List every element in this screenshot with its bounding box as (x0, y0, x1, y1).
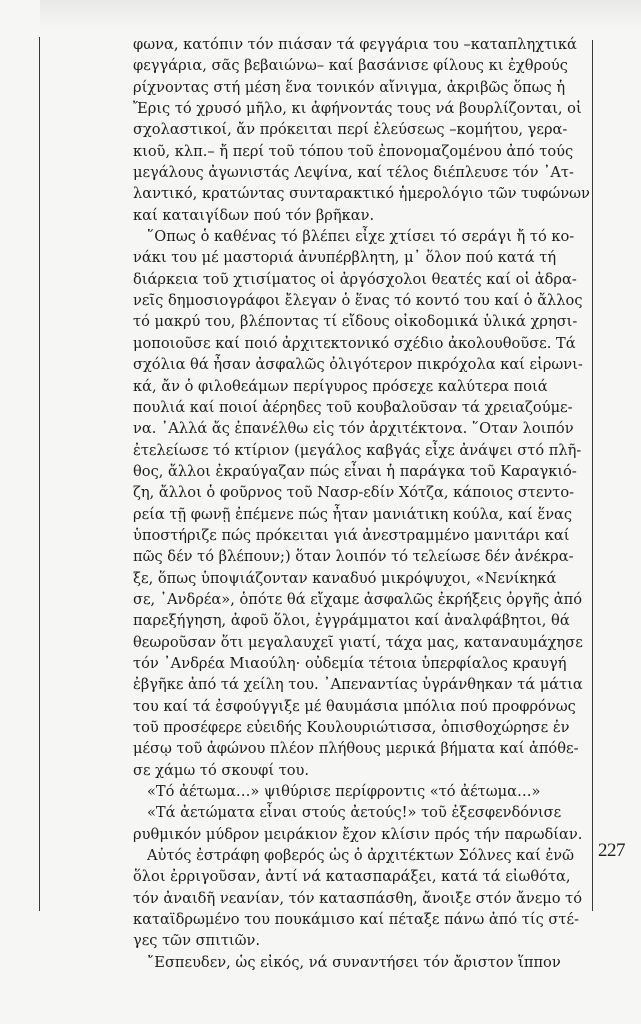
text-line: ὑποστήριζε πώς πρόκειται γιά ἀνεστραμμένο μανιτάρι καί (133, 526, 570, 544)
text-line: «Τό ἀέτωμα…» ψιθύρισε περίφροντις «τό ἀέτωμα…» (147, 783, 541, 801)
text-line: φωνα, κατόπιν τόν πιάσαν τά φεγγάρια του –καταπληχτικά (133, 36, 577, 53)
text-line: ρεία τῇ φωνῇ ἐπέμενε πώς ἦταν μανιάτικη κούλα, καί ἕνας (133, 505, 573, 523)
text-line: λαντικό, κρατώντας συνταρακτικό ἡμερολόγιο τῶν τυφώνων (133, 185, 590, 203)
text-line: θεωροῦσαν ὅτι μεγαλαυχεῖ γιατί, τάχα μας, καταναυμάχησε (133, 633, 583, 651)
text-line: σχολαστικοί, ἄν πρόκειται περί ἐλεύσεως –κομήτου, γερα- (133, 121, 568, 139)
text-line: τόν ἀναιδῆ νεανίαν, τόν κατασπάσθη, ἄνοιξε στόν ἄνεμο τό (133, 889, 583, 907)
text-line: μεγάλους ἀγωνιστάς Λεψίνα, καί τέλος διέπλευσε τόν ᾿Ατ- (133, 164, 574, 182)
text-line: κά, ἄν ὁ φιλοθεάμων περίγυρος πρόσεχε καλύτερα ποιά (133, 377, 548, 395)
text-line: να. ᾿Αλλά ἄς ἐπανέλθω εἰς τόν ἀρχιτέκτονα. ῞Οταν λοιπόν (133, 420, 574, 438)
scan-shadow (40, 0, 641, 30)
text-line: νεῖς δημοσιογράφοι ἔλεγαν ὁ ἕνας τό κοντό του καί ὁ ἄλλος (133, 292, 583, 310)
text-line: ρίχνοντας στή μέση ἕνα τονικόν αἴνιγμα, ἀκριβῶς ὅπως ἡ (133, 78, 566, 96)
text-line: ἐτελείωσε τό κτίριον (μεγάλος καβγάς εἶχε ἀνάψει στό πλῆ- (133, 441, 582, 459)
text-line: σχόλια θά ἦσαν ἀσφαλῶς ὀλιγότερον πικρόχολα καί εἰρωνι- (133, 356, 583, 374)
right-margin-rule (592, 40, 593, 911)
text-line: Αὐτός ἐστράφη φοβερός ὡς ὁ ἀρχιτέκτων Σόλνες καί ἐνῶ (147, 847, 575, 865)
page-number: 227 (598, 840, 625, 861)
text-line: μοποιοῦσε καί ποιό ἀρχιτεκτονικό σχέδιο ἀκολουθοῦσε. Τά (133, 334, 576, 352)
text-line: ῎Εσπευδεν, ὡς εἰκός, νά συναντήσει τόν ἄριστον ἵππον (147, 953, 561, 971)
text-line: ξε, ὅπως ὑποψιάζονταν καναδυό μικρόψυχοι, «Νενίκηκά (133, 569, 557, 587)
text-line: διάρκεια τοῦ χτισίματος οἱ ἀργόσχολοι θεατές καί οἱ ἀδρα- (133, 270, 577, 288)
text-line: καταϊδρωμένο του πουκάμισο καί πέταξε πάνω ἀπό τίς στέ- (133, 911, 579, 929)
text-line: ρυθμικόν μύδρον μειράκιον ἔχον κλίσιν πρός τήν παρωδίαν. (133, 825, 583, 843)
text-line: «Τά ἀετώματα εἶναι στούς ἀετούς!» τοῦ ἐξεσφενδόνισε (147, 804, 562, 822)
text-line: ἐβγῆκε ἀπό τά χείλη του. ᾿Απεναντίας ὑγράνθηκαν τά μάτια (133, 676, 583, 694)
text-line: φεγγάρια, σᾶς βεβαιώνω– καί βασάνισε φίλους κι ἐχθρούς (133, 57, 568, 75)
text-line: παρεξήγηση, ἀφοῦ ὅλοι, ἐγγράμματοι καί ἀναλφάβητοι, θά (133, 612, 570, 630)
text-line: καί καταιγίδων πού τόν βρῆκαν. (133, 206, 375, 224)
text-line: ζη, ἄλλοι ὁ φοῦρνος τοῦ Νασρ-εδίν Χότζα, κάποιος στεντο- (133, 484, 575, 502)
text-line: τό μακρύ του, βλέποντας τί εἴδους οἰκοδομικά ὑλικά χρησι- (133, 313, 578, 331)
text-line: πῶς δέν τό βλέπουν;) ὅταν λοιπόν τό τελείωσε δέν ἀνέκρα- (133, 548, 574, 566)
page-body-text (133, 34, 590, 973)
text-line: κιοῦ, κλπ.– ἤ περί τοῦ τόπου τοῦ ἐπονομαζομένου ἀπό τούς (133, 142, 574, 160)
text-line: τόν ᾿Ανδρέα Μιαούλη· οὐδεμία τέτοια ὑπερφίαλος κραυγή (133, 654, 567, 672)
text-line: τοῦ προσέφερε εὐειδής Κουλουριώτισσα, ὀπισθοχώρησε ἐν (133, 719, 570, 736)
text-line: ῞Οπως ὁ καθένας τό βλέπει εἶχε χτίσει τό σεράγι ἤ τό κο- (147, 228, 575, 246)
text-line: ὅλοι ἐρριγοῦσαν, ἀντί νά κατασπαράξει, κατά τά εἰωθότα, (133, 868, 571, 886)
text-line: γες τῶν σπιτιῶν. (133, 932, 261, 950)
text-line: σε χάμω τό σκουφί του. (133, 761, 310, 779)
text-line: νάκι του μέ μαστοριά ἀνυπέρβλητη, μ᾿ ὅλον πού κατά τή (133, 249, 557, 267)
left-margin-rule (39, 37, 40, 911)
text-line: πουλιά καί ποιοί ἀέρηδες τοῦ κουβαλοῦσαν τά χρειαζούμε- (133, 398, 573, 416)
text-line: μέσῳ τοῦ ἀφώνου πλέον πλήθους μερικά βήματα καί ἀπόθε- (133, 740, 579, 758)
text-line: του καί τά ἐσφούγγιξε μέ θαυμάσια μπόλια πού προφρόνως (133, 697, 576, 715)
text-line: σε, ᾿Ανδρέα», ὁπότε θά εἴχαμε ἀσφαλῶς ἐκρήξεις ὀργῆς ἀπό (133, 590, 583, 608)
text-line: θος, ἄλλοι ἐκραύγαζαν πώς εἶναι ἡ παράγκα τοῦ Καραγκιό- (133, 462, 577, 480)
text-line: Ἔρις τό χρυσό μῆλο, κι ἀφήνοντάς τους νά βουρλίζονται, οἱ (133, 100, 582, 118)
